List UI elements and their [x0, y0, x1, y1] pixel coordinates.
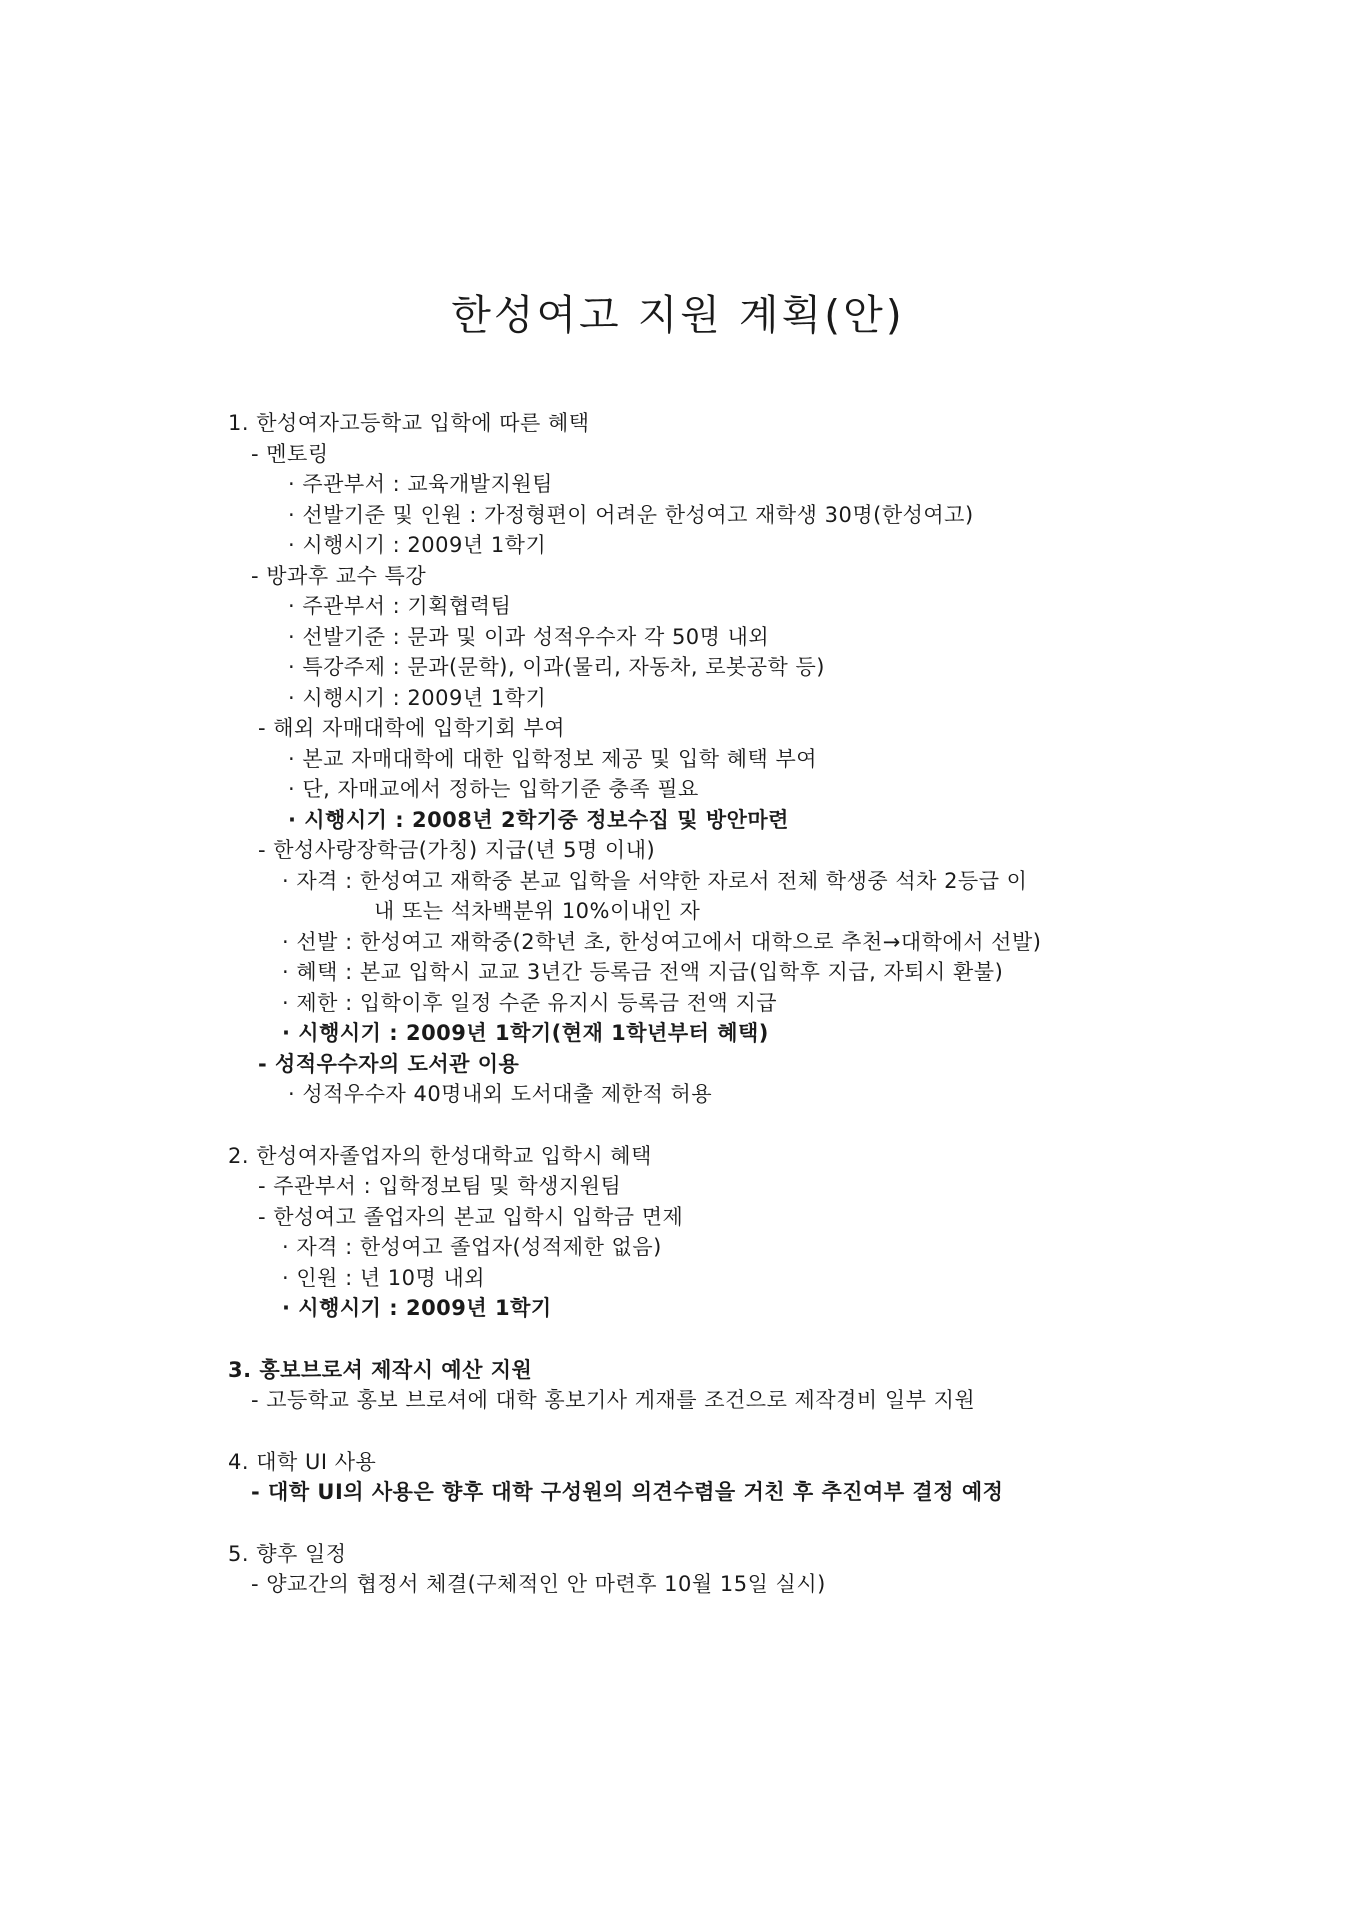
lecture-item: · 시행시기 : 2009년 1학기 — [288, 685, 547, 710]
lecture-label: - 방과후 교수 특강 — [251, 563, 427, 588]
scholarship-item: · 제한 : 입학이후 일정 수준 유지시 등록금 전액 지급 — [282, 990, 778, 1015]
scholarship-item: · 선발 : 한성여고 재학중(2학년 초, 한성여고에서 대학으로 추천→대학에서 선발) — [282, 929, 1042, 954]
lecture-item: · 특강주제 : 문과(문학), 이과(물리, 자동차, 로봇공학 등) — [288, 655, 825, 679]
overseas-item: · 시행시기 : 2008년 2학기중 정보수집 및 방안마련 — [288, 807, 789, 832]
scholarship-qualification: · 자격 : 한성여고 재학중 본교 입학을 서약한 자로서 전체 학생중 석차 2등급 이 — [282, 868, 1028, 893]
lecture-item: · 주관부서 : 기획협력팀 — [288, 594, 512, 618]
section-2-item: · 인원 : 년 10명 내외 — [282, 1265, 486, 1290]
section-3-heading: 3. 홍보브로셔 제작시 예산 지원 — [228, 1357, 533, 1382]
section-3-line: - 고등학교 홍보 브로셔에 대학 홍보기사 게재를 조건으로 제작경비 일부 지원 — [251, 1388, 976, 1412]
section-2-line: - 주관부서 : 입학정보팀 및 학생지원팀 — [258, 1174, 622, 1198]
scholarship-qualification-cont: 내 또는 석차백분위 10%이내인 자 — [374, 899, 701, 923]
mentoring-item: · 선발기준 및 인원 : 가정형편이 어려운 한성여고 재학생 30명(한성여고) — [288, 502, 974, 527]
section-5-line: - 양교간의 협정서 체결(구체적인 안 마련후 10월 15일 실시) — [251, 1572, 826, 1596]
document-body — [228, 408, 1228, 1600]
library-item: · 성적우수자 40명내외 도서대출 제한적 허용 — [288, 1082, 713, 1106]
scholarship-item: · 혜택 : 본교 입학시 교교 3년간 등록금 전액 지급(입학후 지급, 자퇴시 환불) — [282, 960, 1004, 984]
section-5-heading: 5. 향후 일정 — [228, 1541, 347, 1566]
overseas-label: - 해외 자매대학에 입학기회 부여 — [258, 716, 565, 740]
section-1-heading: 1. 한성여자고등학교 입학에 따른 혜택 — [228, 411, 590, 435]
section-2-item: · 시행시기 : 2009년 1학기 — [282, 1296, 552, 1320]
lecture-item: · 선발기준 : 문과 및 이과 성적우수자 각 50명 내외 — [288, 624, 770, 649]
scholarship-label: - 한성사랑장학금(가칭) 지급(년 5명 이내) — [258, 838, 656, 862]
document-title: 한성여고 지원 계획(안) — [451, 291, 905, 339]
mentoring-item: · 시행시기 : 2009년 1학기 — [288, 533, 547, 557]
library-label: - 성적우수자의 도서관 이용 — [258, 1051, 520, 1076]
scholarship-item: · 시행시기 : 2009년 1학기(현재 1학년부터 혜택) — [282, 1021, 769, 1045]
mentoring-label: - 멘토링 — [251, 441, 329, 466]
overseas-item: · 본교 자매대학에 대한 입학정보 제공 및 입학 혜택 부여 — [288, 746, 818, 771]
section-4-line: - 대학 UI의 사용은 향후 대학 구성원의 의견수렴을 거친 후 추진여부 결정 예정 — [251, 1480, 1004, 1504]
section-2-heading: 2. 한성여자졸업자의 한성대학교 입학시 혜택 — [228, 1143, 652, 1168]
section-2-item: · 자격 : 한성여고 졸업자(성적제한 없음) — [282, 1235, 662, 1259]
mentoring-item: · 주관부서 : 교육개발지원팀 — [288, 472, 553, 496]
section-4-heading: 4. 대학 UI 사용 — [228, 1449, 377, 1474]
overseas-item: · 단, 자매교에서 정하는 입학기준 충족 필요 — [288, 777, 699, 801]
section-2-line: - 한성여고 졸업자의 본교 입학시 입학금 면제 — [258, 1204, 684, 1229]
